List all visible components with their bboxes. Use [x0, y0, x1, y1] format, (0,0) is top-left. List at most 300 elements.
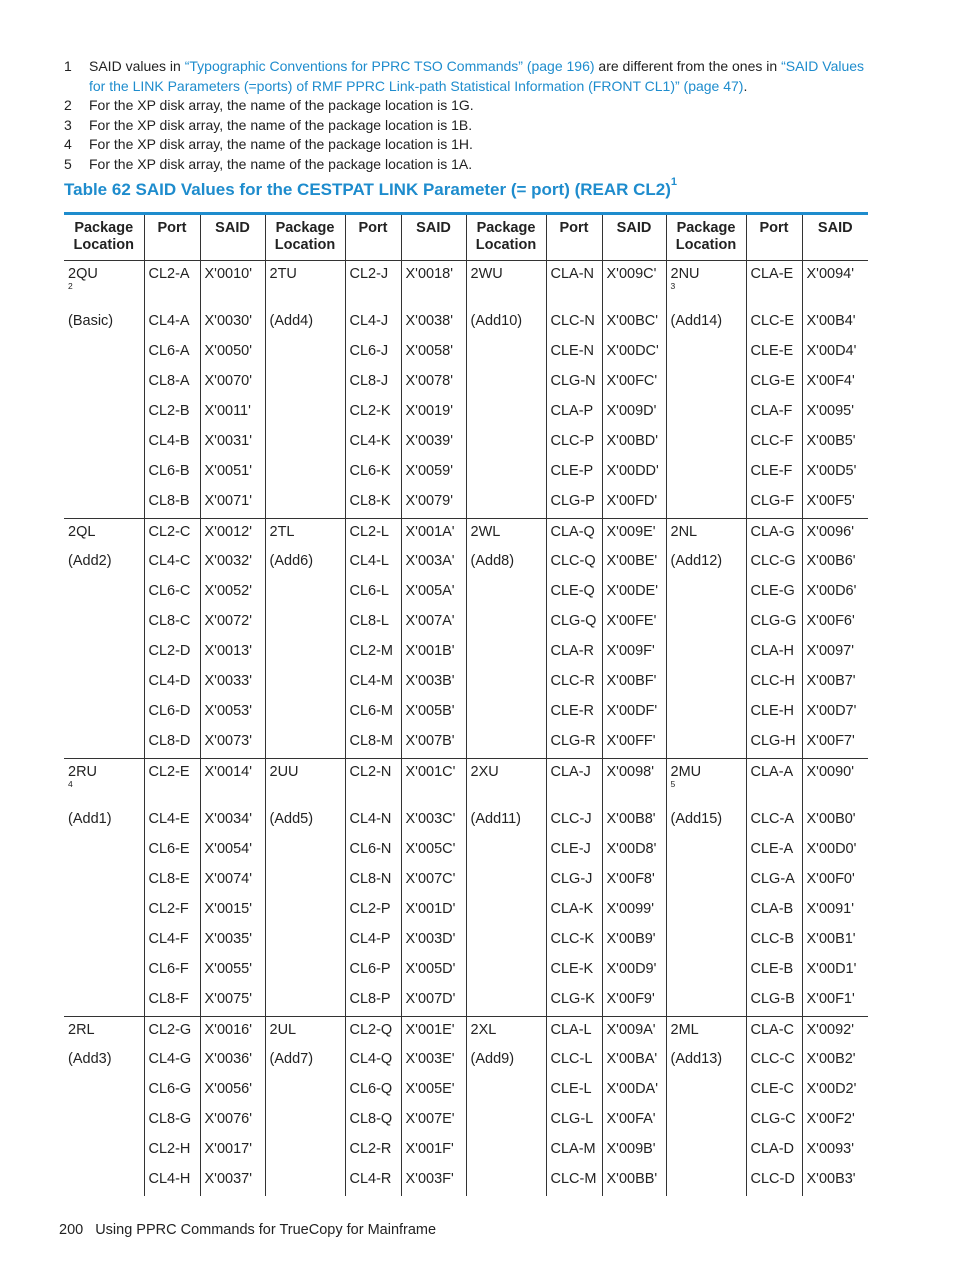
said-cell: X'001E' [401, 1016, 466, 1046]
package-location-cell [265, 1016, 345, 1046]
port-cell: CLC-R [546, 668, 602, 698]
column-header: SAID [802, 215, 868, 260]
port-cell: CL8-F [144, 986, 200, 1016]
port-cell: CLE-P [546, 458, 602, 488]
port-cell: CL2-E [144, 758, 200, 806]
port-cell: CL2-F [144, 896, 200, 926]
package-location-cell [64, 956, 144, 986]
said-cell: X'00D9' [602, 956, 666, 986]
table-row [64, 488, 868, 518]
table-row [64, 1136, 868, 1166]
port-cell: CLG-P [546, 488, 602, 518]
said-cell: X'00D2' [802, 1076, 868, 1106]
package-location-cell [265, 398, 345, 428]
port-cell: CLA-Q [546, 518, 602, 548]
said-cell: X'0071' [200, 488, 265, 518]
table-row [64, 728, 868, 758]
port-cell: CL6-K [345, 458, 401, 488]
said-cell: X'0076' [200, 1106, 265, 1136]
said-cell: X'0097' [802, 638, 868, 668]
said-cell: X'0053' [200, 698, 265, 728]
port-cell: CLA-E [746, 260, 802, 308]
port-cell: CL4-M [345, 668, 401, 698]
said-cell: X'005E' [401, 1076, 466, 1106]
said-cell: X'001D' [401, 896, 466, 926]
said-cell: X'00B3' [802, 1166, 868, 1196]
said-cell: X'00F9' [602, 986, 666, 1016]
package-footnote-ref[interactable]: 2 [68, 280, 73, 291]
package-location-cell [666, 428, 746, 458]
said-cell: X'0015' [200, 896, 265, 926]
table-row [64, 260, 868, 308]
said-cell: X'00B4' [802, 308, 868, 338]
package-location-cell [666, 728, 746, 758]
port-cell: CL4-C [144, 548, 200, 578]
port-cell: CL2-B [144, 398, 200, 428]
said-cell: X'0072' [200, 608, 265, 638]
port-cell: CLC-F [746, 428, 802, 458]
package-location-cell [265, 728, 345, 758]
port-cell: CL4-R [345, 1166, 401, 1196]
package-alias: (Add3) [68, 1051, 112, 1067]
said-cell: X'0096' [802, 518, 868, 548]
package-location-cell [466, 668, 546, 698]
table-row [64, 896, 868, 926]
table-row [64, 986, 868, 1016]
said-cell: X'009C' [602, 260, 666, 308]
said-cell: X'0056' [200, 1076, 265, 1106]
table-row [64, 806, 868, 836]
port-cell: CL6-P [345, 956, 401, 986]
said-cell: X'00DA' [602, 1076, 666, 1106]
said-cell: X'009F' [602, 638, 666, 668]
package-location-cell [666, 608, 746, 638]
said-cell: X'0037' [200, 1166, 265, 1196]
said-cell: X'00FA' [602, 1106, 666, 1136]
port-cell: CLG-Q [546, 608, 602, 638]
said-cell: X'0091' [802, 896, 868, 926]
table-row [64, 338, 868, 368]
package-location-cell [666, 488, 746, 518]
port-cell: CLG-R [546, 728, 602, 758]
said-cell: X'0035' [200, 926, 265, 956]
footnote-text [89, 57, 874, 96]
said-cell: X'003E' [401, 1046, 466, 1076]
package-location-cell [64, 488, 144, 518]
port-cell: CL4-B [144, 428, 200, 458]
port-cell: CL4-Q [345, 1046, 401, 1076]
page-footer [59, 1222, 436, 1238]
said-cell: X'00FD' [602, 488, 666, 518]
said-cell: X'00B1' [802, 926, 868, 956]
typographic-conventions-link[interactable]: “Typographic Conventions for PPRC TSO Commands” (page 196) [184, 58, 595, 74]
said-cell: X'00F0' [802, 866, 868, 896]
package-alias: (Add14) [666, 308, 746, 338]
said-cell: X'00D8' [602, 836, 666, 866]
package-location-cell [265, 896, 345, 926]
package-location-cell [666, 836, 746, 866]
package-location-cell [666, 1166, 746, 1196]
port-cell: CL4-K [345, 428, 401, 458]
said-cell: X'00DC' [602, 338, 666, 368]
said-cell: X'00B7' [802, 668, 868, 698]
package-alias: (Add13) [666, 1046, 746, 1076]
package-alias: (Add12) [666, 548, 746, 578]
package-location-cell [64, 608, 144, 638]
package-location-cell [265, 1136, 345, 1166]
package-location-cell [265, 458, 345, 488]
port-cell: CLE-B [746, 956, 802, 986]
port-cell: CL6-B [144, 458, 200, 488]
package-location-cell [466, 836, 546, 866]
package-location-cell [265, 518, 345, 548]
column-header: Package Location [265, 215, 345, 260]
port-cell: CL8-D [144, 728, 200, 758]
package-location-cell [666, 368, 746, 398]
port-cell: CL8-E [144, 866, 200, 896]
port-cell: CL6-M [345, 698, 401, 728]
port-cell: CLE-J [546, 836, 602, 866]
said-cell: X'005B' [401, 698, 466, 728]
package-location-cell [466, 398, 546, 428]
port-cell: CL4-N [345, 806, 401, 836]
port-cell: CL4-J [345, 308, 401, 338]
table-row [64, 836, 868, 866]
port-cell: CLG-J [546, 866, 602, 896]
said-cell: X'0034' [200, 806, 265, 836]
port-cell: CLG-E [746, 368, 802, 398]
package-location-cell [666, 458, 746, 488]
said-cell: X'00BA' [602, 1046, 666, 1076]
said-cell: X'0013' [200, 638, 265, 668]
said-cell: X'00F2' [802, 1106, 868, 1136]
package-location-cell [64, 368, 144, 398]
said-cell: X'00F5' [802, 488, 868, 518]
said-values-table [64, 215, 868, 1196]
said-cell: X'0018' [401, 260, 466, 308]
package-location-cell [265, 986, 345, 1016]
package-footnote-ref[interactable]: 5 [670, 778, 676, 789]
table-row [64, 638, 868, 668]
port-cell: CL6-N [345, 836, 401, 866]
said-cell: X'0098' [602, 758, 666, 806]
footnote-text: For the XP disk array, the name of the package location is 1H. [89, 136, 473, 152]
said-cell: X'0016' [200, 1016, 265, 1046]
said-cell: X'00FC' [602, 368, 666, 398]
said-cell: X'0050' [200, 338, 265, 368]
package-name: 2QU [68, 265, 98, 282]
port-cell: CL6-J [345, 338, 401, 368]
package-location-cell [466, 896, 546, 926]
package-name: 2MU [670, 763, 702, 780]
package-alias: (Add15) [666, 806, 746, 836]
package-location-cell [64, 518, 144, 548]
said-cell: X'00F1' [802, 986, 868, 1016]
said-cell: X'0031' [200, 428, 265, 458]
port-cell: CLA-B [746, 896, 802, 926]
said-cell: X'00DF' [602, 698, 666, 728]
package-location-cell [64, 398, 144, 428]
column-header: Port [546, 215, 602, 260]
table-row [64, 1106, 868, 1136]
port-cell: CL8-P [345, 986, 401, 1016]
said-cell: X'0017' [200, 1136, 265, 1166]
table-row [64, 1166, 868, 1196]
port-cell: CLC-B [746, 926, 802, 956]
footnote-text: For the XP disk array, the name of the package location is 1A. [89, 155, 473, 172]
said-cell: X'00D7' [802, 698, 868, 728]
port-cell: CLA-D [746, 1136, 802, 1166]
said-cell: X'00DE' [602, 578, 666, 608]
package-location-cell [666, 956, 746, 986]
column-header: SAID [401, 215, 466, 260]
column-header: Package Location [466, 215, 546, 260]
said-cell: X'0094' [802, 260, 868, 308]
table-row [64, 428, 868, 458]
package-alias: (Add8) [466, 548, 546, 578]
port-cell: CLE-Q [546, 578, 602, 608]
package-location-cell [666, 260, 746, 308]
said-cell: X'0079' [401, 488, 466, 518]
said-cell: X'005C' [401, 836, 466, 866]
package-location-cell [466, 986, 546, 1016]
footnote-number: 2 [64, 97, 72, 113]
said-cell: X'0070' [200, 368, 265, 398]
package-location-cell [64, 698, 144, 728]
port-cell: CL4-D [144, 668, 200, 698]
port-cell: CLC-G [746, 548, 802, 578]
package-location-cell [466, 758, 546, 806]
table-row [64, 518, 868, 548]
port-cell: CLA-J [546, 758, 602, 806]
said-cell: X'0019' [401, 398, 466, 428]
port-cell: CLC-L [546, 1046, 602, 1076]
said-cell: X'0093' [802, 1136, 868, 1166]
footnote-text-part: are different from the ones in [594, 58, 782, 74]
port-cell: CL4-E [144, 806, 200, 836]
port-cell: CL4-H [144, 1166, 200, 1196]
package-location-cell [265, 608, 345, 638]
table-row [64, 368, 868, 398]
package-alias: (Add9) [466, 1046, 546, 1076]
said-cell: X'001F' [401, 1136, 466, 1166]
said-cell: X'009B' [602, 1136, 666, 1166]
footnote-number: 3 [64, 116, 72, 133]
footnote-text-part: SAID values in [89, 58, 185, 74]
package-location-cell [466, 926, 546, 956]
port-cell: CL6-F [144, 956, 200, 986]
said-cell: X'0095' [802, 398, 868, 428]
package-location-cell [64, 866, 144, 896]
said-cell: X'007D' [401, 986, 466, 1016]
said-cell: X'00D5' [802, 458, 868, 488]
port-cell: CL2-H [144, 1136, 200, 1166]
package-location-cell [265, 368, 345, 398]
table-row [64, 1046, 868, 1076]
said-cell: X'00B2' [802, 1046, 868, 1076]
column-header: Package Location [666, 215, 746, 260]
said-cell: X'005D' [401, 956, 466, 986]
package-location-cell [64, 668, 144, 698]
said-cell: X'003C' [401, 806, 466, 836]
table-title-footnote-ref[interactable]: 1 [670, 176, 678, 188]
port-cell: CLA-K [546, 896, 602, 926]
package-location-cell [265, 758, 345, 806]
footnote-number: 1 [64, 58, 72, 74]
said-cell: X'00F8' [602, 866, 666, 896]
package-location-cell [466, 866, 546, 896]
said-cell: X'0075' [200, 986, 265, 1016]
port-cell: CLC-N [546, 308, 602, 338]
package-footnote-ref[interactable]: 3 [670, 280, 676, 291]
port-cell: CLC-D [746, 1166, 802, 1196]
package-alias: (Add4) [265, 308, 345, 338]
port-cell: CLA-N [546, 260, 602, 308]
package-location-cell [466, 1136, 546, 1166]
footnote-1 [64, 57, 874, 96]
port-cell: CL2-R [345, 1136, 401, 1166]
package-location-cell [64, 638, 144, 668]
said-cell: X'00BC' [602, 308, 666, 338]
port-cell: CLE-R [546, 698, 602, 728]
package-alias: (Add5) [265, 806, 345, 836]
port-cell: CLC-C [746, 1046, 802, 1076]
port-cell: CLE-F [746, 458, 802, 488]
said-cell: X'00D1' [802, 956, 868, 986]
package-name: 2RL [68, 1021, 95, 1038]
package-name: 2XU [470, 763, 499, 780]
port-cell: CL2-J [345, 260, 401, 308]
port-cell: CL4-A [144, 308, 200, 338]
said-cell: X'00F7' [802, 728, 868, 758]
said-cell: X'00BD' [602, 428, 666, 458]
package-location-cell [666, 518, 746, 548]
said-cell: X'00B0' [802, 806, 868, 836]
package-location-cell [466, 260, 546, 308]
package-alias: (Basic) [68, 313, 114, 329]
footnote-text-part: . [743, 77, 748, 94]
port-cell: CLE-E [746, 338, 802, 368]
said-cell: X'0052' [200, 578, 265, 608]
package-location-cell [466, 638, 546, 668]
port-cell: CLG-B [746, 986, 802, 1016]
footnote-5 [64, 155, 874, 175]
package-location-cell [64, 896, 144, 926]
package-location-cell [64, 1106, 144, 1136]
column-header: SAID [602, 215, 666, 260]
table-row [64, 956, 868, 986]
port-cell: CLA-F [746, 398, 802, 428]
said-cell: X'00B8' [602, 806, 666, 836]
said-cell: X'0039' [401, 428, 466, 458]
said-cell: X'0090' [802, 758, 868, 806]
package-footnote-ref[interactable]: 4 [68, 778, 73, 789]
package-location-cell [265, 956, 345, 986]
port-cell: CLE-A [746, 836, 802, 866]
port-cell: CLG-N [546, 368, 602, 398]
port-cell: CLG-G [746, 608, 802, 638]
package-location-cell [666, 896, 746, 926]
port-cell: CLA-P [546, 398, 602, 428]
table-row [64, 926, 868, 956]
table-row [64, 668, 868, 698]
port-cell: CLG-A [746, 866, 802, 896]
port-cell: CLC-K [546, 926, 602, 956]
table-title [64, 176, 678, 200]
said-cell: X'0030' [200, 308, 265, 338]
package-location-cell [666, 758, 746, 806]
package-location-cell [64, 758, 144, 806]
package-location-cell [64, 1076, 144, 1106]
footnote-number: 4 [64, 136, 72, 152]
table-header-row [64, 215, 868, 260]
package-location-cell [265, 668, 345, 698]
port-cell: CLG-C [746, 1106, 802, 1136]
said-cell: X'009E' [602, 518, 666, 548]
said-cell: X'00BE' [602, 548, 666, 578]
package-location-cell [64, 728, 144, 758]
port-cell: CL8-G [144, 1106, 200, 1136]
said-cell: X'005A' [401, 578, 466, 608]
package-location-cell [666, 698, 746, 728]
said-values-front-cl1-link[interactable]: “SAID Values for the LINK Parameters (=ports) of RMF PPRC Link-path Statistical Information (FRONT CL1)” (page 47) [89, 58, 865, 94]
table-row [64, 608, 868, 638]
said-cell: X'0011' [200, 398, 265, 428]
port-cell: CLC-J [546, 806, 602, 836]
package-location-cell [666, 398, 746, 428]
port-cell: CLE-H [746, 698, 802, 728]
package-location-cell [265, 578, 345, 608]
package-location-cell [265, 260, 345, 308]
said-cell: X'00F4' [802, 368, 868, 398]
package-location-cell [64, 836, 144, 866]
package-location-cell [265, 338, 345, 368]
said-cell: X'001A' [401, 518, 466, 548]
port-cell: CLA-M [546, 1136, 602, 1166]
package-location-cell [64, 338, 144, 368]
said-cell: X'00FE' [602, 608, 666, 638]
port-cell: CL8-J [345, 368, 401, 398]
footnote-number: 5 [64, 155, 72, 172]
package-location-cell [666, 986, 746, 1016]
package-location-cell [666, 1106, 746, 1136]
table-title-text: Table 62 SAID Values for the CESTPAT LINK Parameter (= port) (REAR CL2) [64, 180, 671, 199]
said-cell: X'003D' [401, 926, 466, 956]
said-cell: X'00D6' [802, 578, 868, 608]
footnote-4 [64, 135, 874, 155]
package-location-cell [466, 1166, 546, 1196]
package-location-cell [666, 338, 746, 368]
port-cell: CL8-C [144, 608, 200, 638]
said-cell: X'0010' [200, 260, 265, 308]
port-cell: CL4-F [144, 926, 200, 956]
said-cell: X'007A' [401, 608, 466, 638]
package-name: 2UL [269, 1021, 297, 1038]
table-row [64, 308, 868, 338]
port-cell: CLC-P [546, 428, 602, 458]
said-cell: X'003B' [401, 668, 466, 698]
table-row [64, 698, 868, 728]
column-header: Port [746, 215, 802, 260]
package-location-cell [265, 1106, 345, 1136]
package-name: 2UU [269, 763, 299, 780]
port-cell: CL2-K [345, 398, 401, 428]
port-cell: CLE-G [746, 578, 802, 608]
package-location-cell [666, 1136, 746, 1166]
package-name: 2WU [470, 265, 503, 282]
page-number: 200 [59, 1222, 84, 1238]
column-header: Package Location [73, 220, 134, 253]
